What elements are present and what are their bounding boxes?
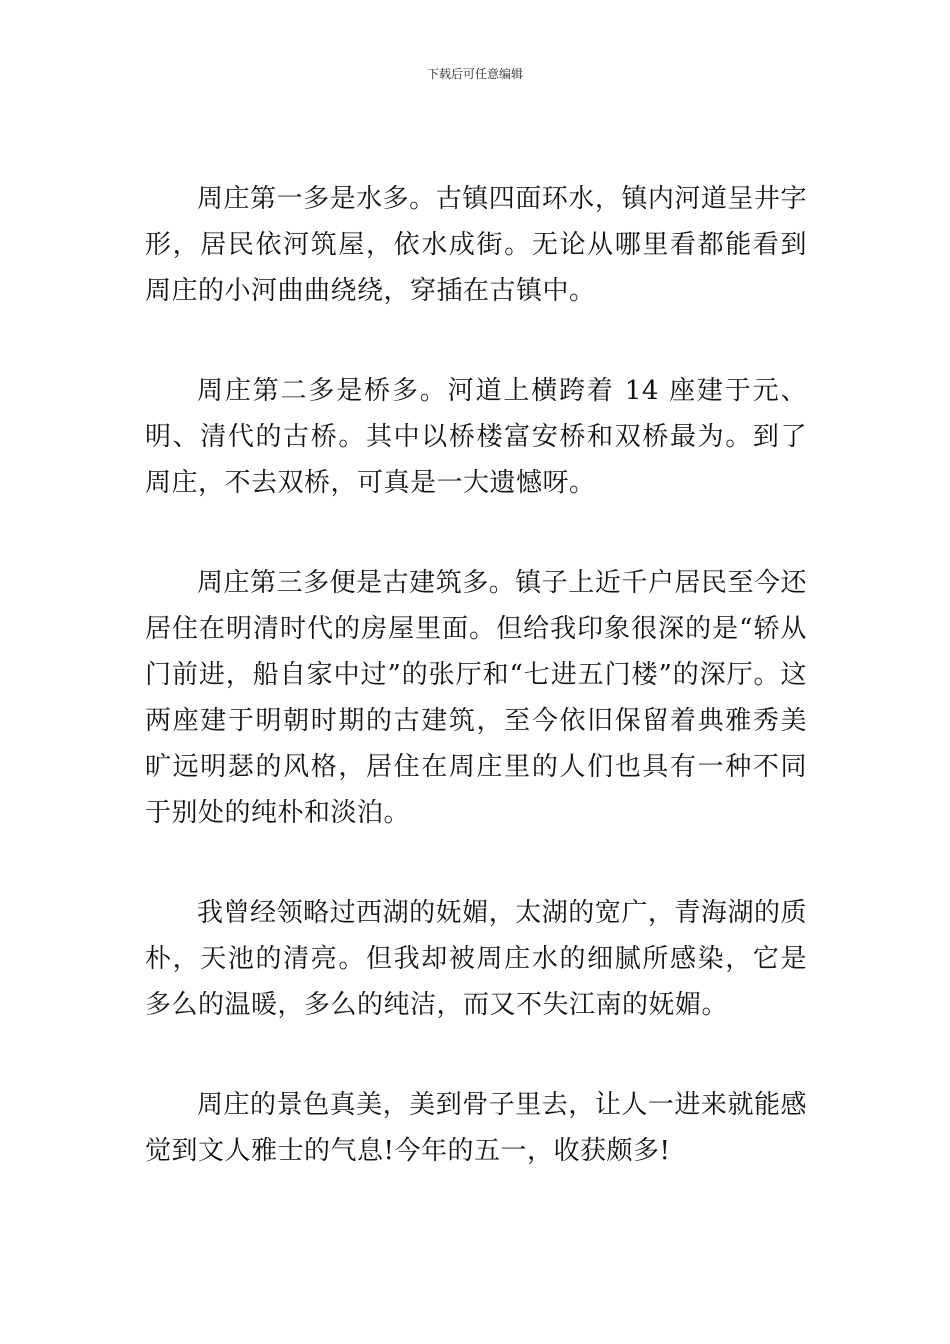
paragraph-water: 周庄第一多是水多。古镇四面环水，镇内河道呈井字形，居民依河筑屋，依水成街。无论从哪里看都能看到周庄的小河曲曲绕绕，穿插在古镇中。 <box>145 184 807 306</box>
document-body <box>145 176 807 1174</box>
paragraph-bridges: 周庄第二多是桥多。河道上横跨着 14 座建于元、明、清代的古桥。其中以桥楼富安桥和双桥最为。到了周庄，不去双桥，可真是一大遗憾呀。 <box>145 376 807 498</box>
paragraph-conclusion: 周庄的景色真美，美到骨子里去，让人一进来就能感觉到文人雅士的气息!今年的五一，收获颇多! <box>145 1090 807 1166</box>
paragraph-architecture: 周庄第三多便是古建筑多。镇子上近千户居民至今还居住在明清时代的房屋里面。但给我印象很深的是“轿从门前进，船自家中过”的张厅和“七进五门楼”的深厅。这两座建于明朝时期的古建筑，至今依旧保留着典雅秀美旷远明瑟的风格，居住在周庄里的人们也具有一种不同于别处的纯朴和淡泊。 <box>145 568 807 828</box>
paragraph-comparison: 我曾经领略过西湖的妩媚，太湖的宽广，青海湖的质朴，天池的清亮。但我却被周庄水的细腻所感染，它是多么的温暖，多么的纯洁，而又不失江南的妩媚。 <box>145 898 807 1020</box>
page-header: 下载后可任意编辑 <box>426 67 523 81</box>
